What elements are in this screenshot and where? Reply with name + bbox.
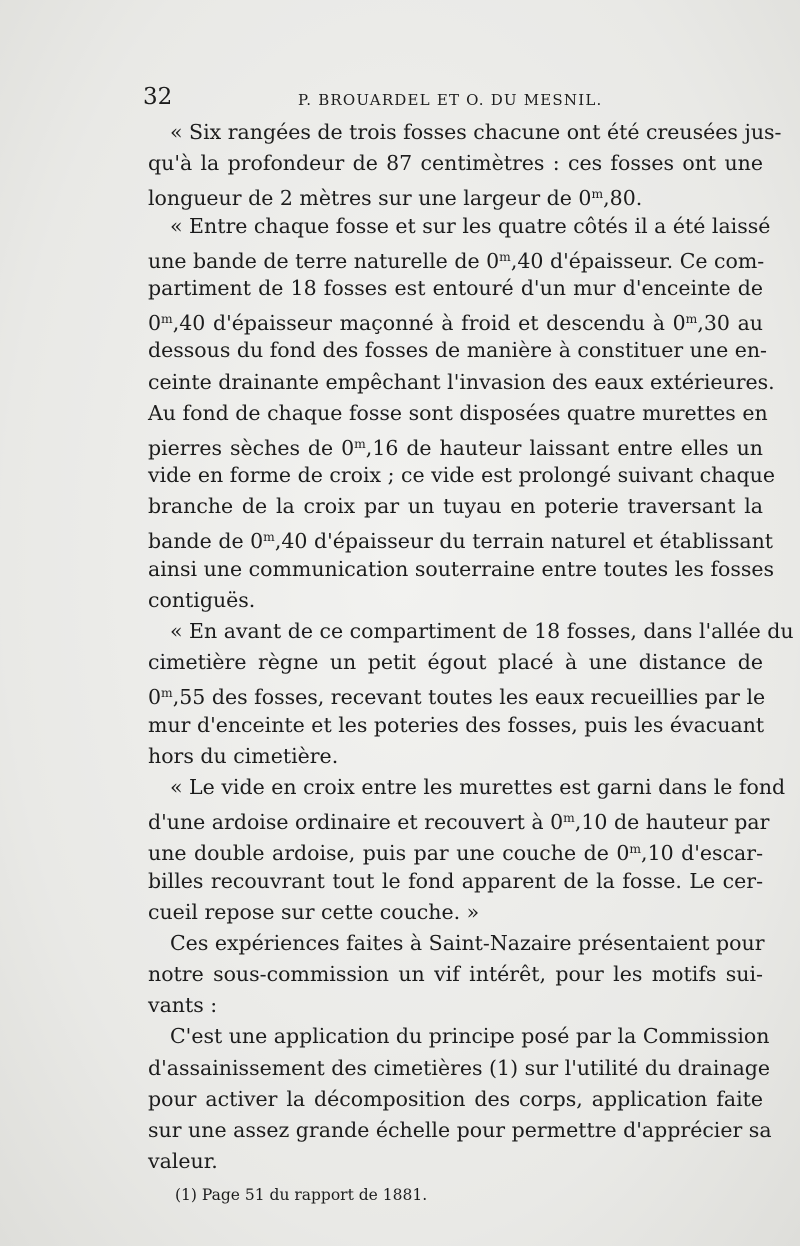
- unit-superscript: m: [685, 312, 698, 327]
- text-line: « Six rangées de trois fosses chacune ont été creusées jus-: [170, 120, 782, 144]
- text-line: 0$^m$,40 d'épaisseur maçonné à froid et descendu à 0$^m$,30 au: [148, 310, 763, 335]
- text-line: « Entre chaque fosse et sur les quatre côtés il a été laissé: [170, 213, 771, 238]
- page-number: 32: [143, 84, 173, 110]
- text-line: « En avant de ce compartiment de 18 fosses, dans l'allée du: [170, 619, 794, 643]
- text-line: ceinte drainante empêchant l'invasion des eaux extérieures.: [148, 369, 775, 394]
- text-line: longueur de 2 mètres sur une largeur de 0$^m$,80.: [148, 186, 643, 211]
- text-line: pierres sèches de 0$^m$,16 de hauteur laissant entre elles un: [148, 435, 763, 460]
- text-line: mur d'enceinte et les poteries des fosses, puis les évacuant: [148, 712, 765, 737]
- running-head: P. BROUARDEL ET O. DU MESNIL.: [298, 91, 603, 109]
- text-line: d'assainissement des cimetières (1) sur l'utilité du drainage: [148, 1055, 771, 1080]
- text-line: qu'à la profondeur de 87 centimètres : ces fosses ont une: [148, 151, 763, 176]
- text-line: 0$^m$,55 des fosses, recevant toutes les eaux recueillies par le: [148, 685, 766, 710]
- text-line: cimetière règne un petit égout placé à une distance de: [148, 650, 763, 675]
- text-line: une bande de terre naturelle de 0$^m$,40 d'épaisseur. Ce com-: [148, 248, 765, 273]
- unit-superscript: m: [499, 249, 511, 264]
- text-line: Au fond de chaque fosse sont disposées quatre murettes en: [148, 400, 768, 425]
- unit-superscript: m: [161, 686, 173, 701]
- unit-superscript: m: [161, 312, 173, 327]
- text-line: bande de 0$^m$,40 d'épaisseur du terrain naturel et établissant: [148, 529, 774, 554]
- text-line: ainsi une communication souterraine entre toutes les fosses: [148, 556, 775, 581]
- text-line: notre sous-commission un vif intérêt, pour les motifs sui-: [148, 962, 763, 987]
- text-line: « Le vide en croix entre les murettes est garni dans le fond: [170, 774, 786, 799]
- body-text: [148, 117, 794, 1177]
- text-line: billes recouvrant tout le fond apparent de la fosse. Le cer-: [148, 868, 763, 893]
- unit-superscript: m: [263, 530, 275, 545]
- text-line: d'une ardoise ordinaire et recouvert à 0$^m$,10 de hauteur par: [148, 809, 770, 834]
- text-line: cueil repose sur cette couche. »: [148, 899, 480, 924]
- text-line: pour activer la décomposition des corps, application faite: [148, 1086, 763, 1111]
- text-line: valeur.: [148, 1149, 218, 1174]
- text-line: vide en forme de croix ; ce vide est prolongé suivant chaque: [148, 463, 776, 488]
- text-line: une double ardoise, puis par une couche de 0$^m$,10 d'escar-: [148, 841, 763, 866]
- footnote: (1) Page 51 du rapport de 1881.: [175, 1186, 428, 1204]
- text-line: branche de la croix par un tuyau en poterie traversant la: [148, 494, 763, 519]
- text-line: dessous du fond des fosses de manière à constituer une en-: [148, 338, 767, 363]
- text-line: Ces expériences faites à Saint-Nazaire présentaient pour: [170, 930, 765, 955]
- unit-superscript: m: [354, 436, 366, 451]
- unit-superscript: m: [591, 187, 604, 202]
- text-line: hors du cimetière.: [148, 743, 339, 768]
- text-line: contiguës.: [148, 587, 256, 612]
- page-header: [143, 84, 650, 114]
- text-line: sur une assez grande échelle pour permettre d'apprécier sa: [148, 1118, 772, 1142]
- text-line: C'est une application du principe posé par la Commission: [170, 1024, 770, 1049]
- text-line: partiment de 18 fosses est entouré d'un mur d'enceinte de: [148, 275, 763, 300]
- unit-superscript: m: [629, 842, 642, 857]
- text-line: vants :: [148, 993, 218, 1018]
- unit-superscript: m: [563, 811, 575, 826]
